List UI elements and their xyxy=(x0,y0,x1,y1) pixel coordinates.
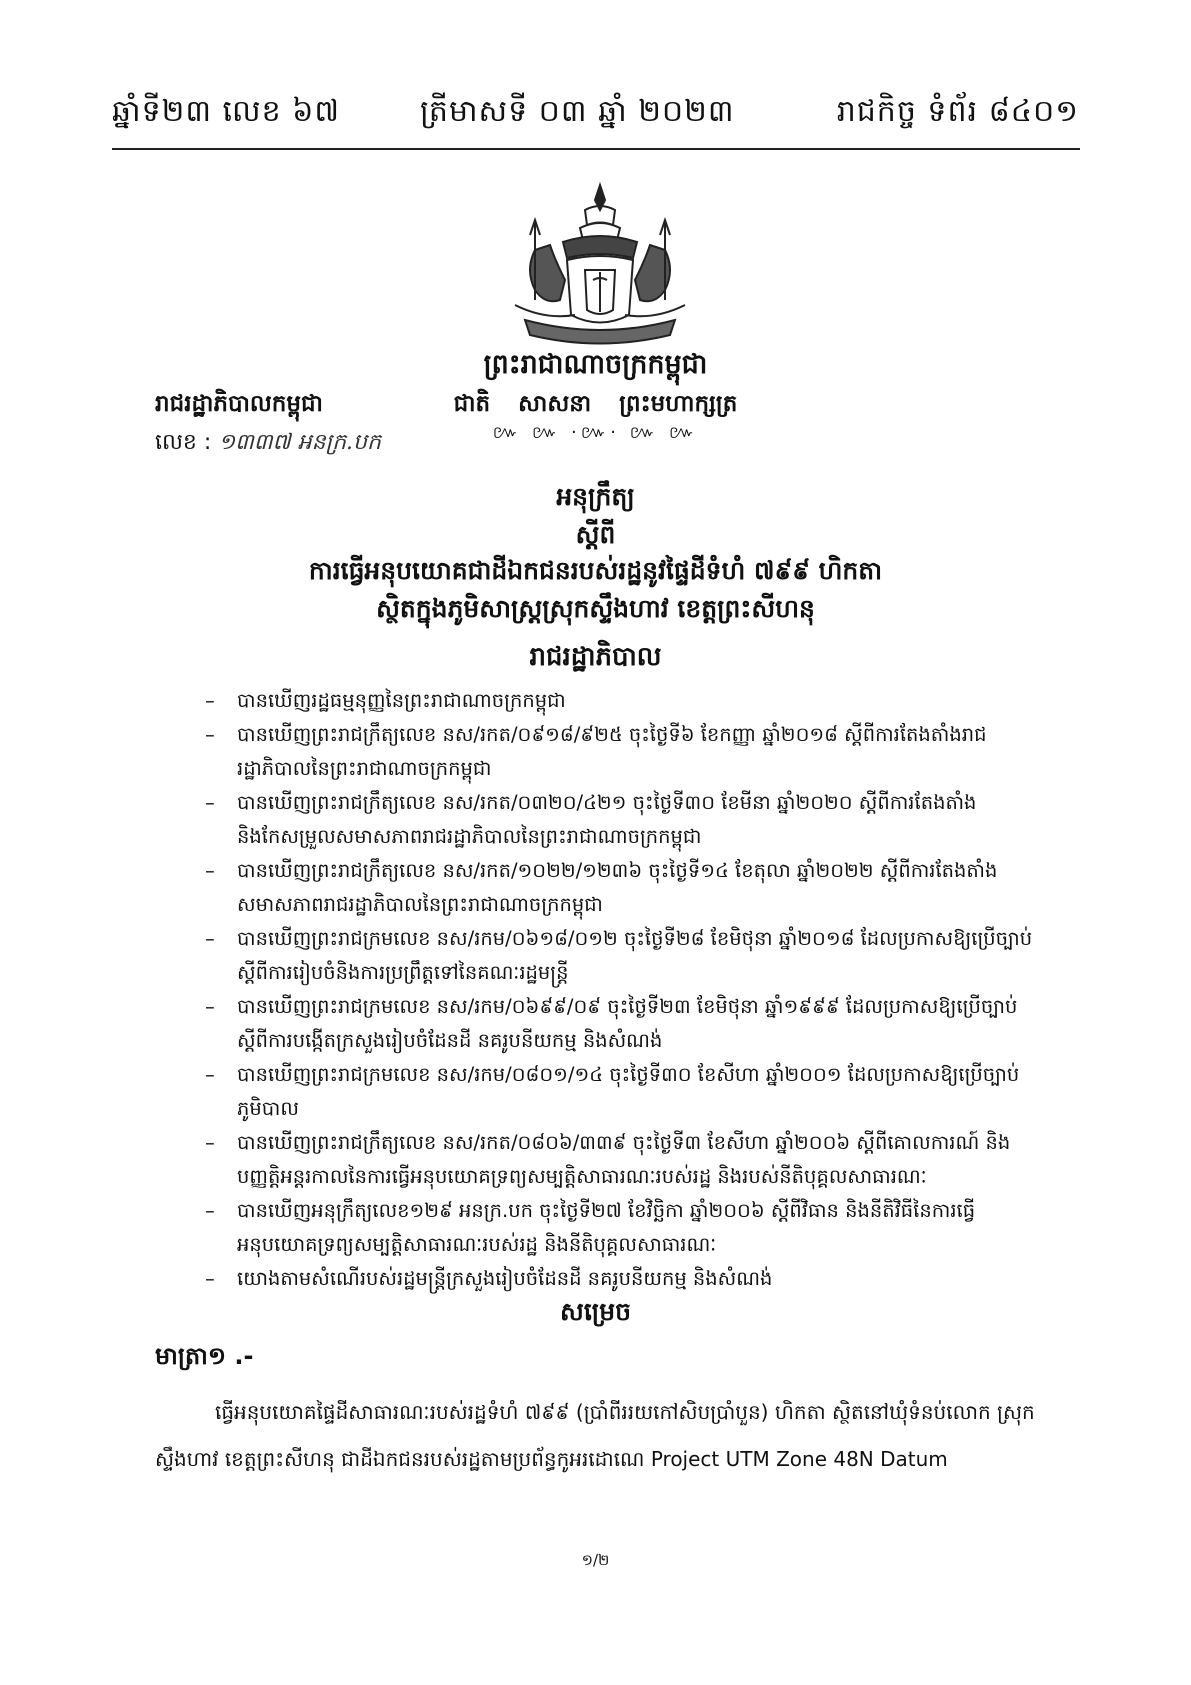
page-number: ១/២ xyxy=(581,1551,610,1569)
list-item: – បានឃើញព្រះរាជក្រមលេខ នស/រកម/០៦១៨/០១២ ចុះថ្ងៃទី២៨ ខែមិថុនា ឆ្នាំ២០១៨ ដែលប្រកាសឱ្យប្រើច្បាប់ស្តីពីការរៀបចំនិងការប្រព្រឹត្តទៅនៃគណៈរដ្ឋមន្ត្រី xyxy=(205,927,1033,984)
preamble-list xyxy=(205,684,1035,1296)
list-item: – យោងតាមសំណើរបស់រដ្ឋមន្ត្រីក្រសួងរៀបចំដែនដី នគរូបនីយកម្ម និងសំណង់ xyxy=(205,1267,773,1290)
gazette-year-issue: ឆ្នាំទី២៣ លេខ ៦៧ xyxy=(112,94,340,129)
list-item: – បានឃើញព្រះរាជក្រឹត្យលេខ នស/រកត/១០២២/១២៣៦ ចុះថ្ងៃទី១៤ ខែតុលា ឆ្នាំ២០២២ ស្តីពីការតែងតាំងសមាសភាពរាជរដ្ឋាភិបាលនៃព្រះរាជាណាចក្រកម្ពុជា xyxy=(205,859,998,916)
kingdom-name: ព្រះរាជាណាចក្រកម្ពុជា xyxy=(483,349,708,380)
national-motto: ជាតិ សាសនា ព្រះមហាក្សត្រ xyxy=(453,391,738,417)
reference-label: លេខ : xyxy=(155,430,212,455)
royal-emblem-icon xyxy=(505,180,695,355)
header-rule xyxy=(112,148,1080,150)
title-subject-line1: ការធ្វើអនុបយោគជាដីឯកជនរបស់រដ្ឋនូវផ្ទៃដីទំហំ ៧៩៩ ហិកតា xyxy=(308,556,883,585)
list-item: – បានឃើញព្រះរាជក្រមលេខ នស/រកម/០៦៩៩/០៩ ចុះថ្ងៃទី២៣ ខែមិថុនា ឆ្នាំ១៩៩៩ ដែលប្រកាសឱ្យប្រើច្បាប់ស្តីពីការបង្កើតក្រសួងរៀបចំដែនដី នគរូបនីយកម្ម និងសំណង់ xyxy=(205,995,1018,1052)
title-regarding: ស្តីពី xyxy=(575,520,616,549)
reference-handwritten-number: ១៣៣៧ xyxy=(218,430,291,455)
gazette-quarter: ត្រីមាសទី ០៣ ឆ្នាំ ២០២៣ xyxy=(420,94,735,129)
article-1-text: ធ្វើអនុបយោគផ្ទៃដីសាធារណៈរបស់រដ្ឋទំហំ ៧៩៩ (ប្រាំពីររយកៅសិបប្រាំបួន) ហិកតា ស្ថិតនៅឃុំទំនប់លោក ស្រុកស្ទឹងហាវ ខេត្តព្រះសីហនុ ជាដីឯកជនរបស់រដ្ឋតាមប្រព័ន្ធកូអរដោណេ Project UTM Zone 48N Datum xyxy=(155,1400,1035,1471)
article-1-heading: មាត្រា១ .- xyxy=(155,1342,254,1370)
list-item: – បានឃើញអនុក្រឹត្យលេខ១២៩ អនក្រ.បក ចុះថ្ងៃទី២៧ ខែវិច្ឆិកា ឆ្នាំ២០០៦ ស្តីពីវិធាន និងនីតិវិធីនៃការធ្វើអនុបយោគទ្រព្យសម្បត្តិសាធារណៈរបស់រដ្ឋ និងនីតិបុគ្គលសាធារណៈ xyxy=(205,1199,976,1256)
list-item: – បានឃើញព្រះរាជក្រមលេខ នស/រកម/០៨០១/១៤ ចុះថ្ងៃទី៣០ ខែសីហា ឆ្នាំ២០០១ ដែលប្រកាសឱ្យប្រើច្បាប់ភូមិបាល xyxy=(205,1063,1020,1120)
gazette-page: រាជកិច្ច ទំព័រ ៨៤០១ xyxy=(836,94,1079,129)
ornament-divider: ៚ ៚ ·៚· ៚ ៚ xyxy=(492,422,699,443)
decision-heading: សម្រេច xyxy=(560,1297,631,1326)
title-subject-line2: ស្ថិតក្នុងភូមិសាស្ត្រស្រុកស្ទឹងហាវ ខេត្តព្រះសីហនុ xyxy=(376,594,815,623)
list-item: – បានឃើញរដ្ឋធម្មនុញ្ញនៃព្រះរាជាណាចក្រកម្ពុជា xyxy=(205,689,566,712)
document-type: អនុក្រឹត្យ xyxy=(556,482,635,511)
list-item: – បានឃើញព្រះរាជក្រឹត្យលេខ នស/រកត/០៣២០/៤២១ ចុះថ្ងៃទី៣០ ខែមីនា ឆ្នាំ២០២០ ស្តីពីការតែងតាំង និងកែសម្រួលសមាសភាពរាជរដ្ឋាភិបាលនៃព្រះរាជាណាចក្រកម្ពុជា xyxy=(205,791,977,848)
list-item: – បានឃើញព្រះរាជក្រឹត្យលេខ នស/រកត/០៨០៦/៣៣៩ ចុះថ្ងៃទី៣ ខែសីហា ឆ្នាំ២០០៦ ស្តីពីគោលការណ៍ និងបញ្ញត្តិអន្តរកាលនៃការធ្វើអនុបយោគទ្រព្យសម្បត្តិសាធារណៈរបស់រដ្ឋ និងរបស់នីតិបុគ្គលសាធារណៈ xyxy=(205,1131,1011,1188)
issuing-government: រាជរដ្ឋាភិបាលកម្ពុជា xyxy=(155,391,323,417)
reference-suffix: អនក្រ.បក xyxy=(297,430,381,455)
list-item: – បានឃើញព្រះរាជក្រឹត្យលេខ នស/រកត/០៩១៨/៩២៥ ចុះថ្ងៃទី៦ ខែកញ្ញា ឆ្នាំ២០១៨ ស្តីពីការតែងតាំងរាជរដ្ឋាភិបាលនៃព្រះរាជាណាចក្រកម្ពុជា xyxy=(205,723,987,780)
reference-number xyxy=(155,428,381,460)
authority-heading: រាជរដ្ឋាភិបាល xyxy=(529,642,662,672)
